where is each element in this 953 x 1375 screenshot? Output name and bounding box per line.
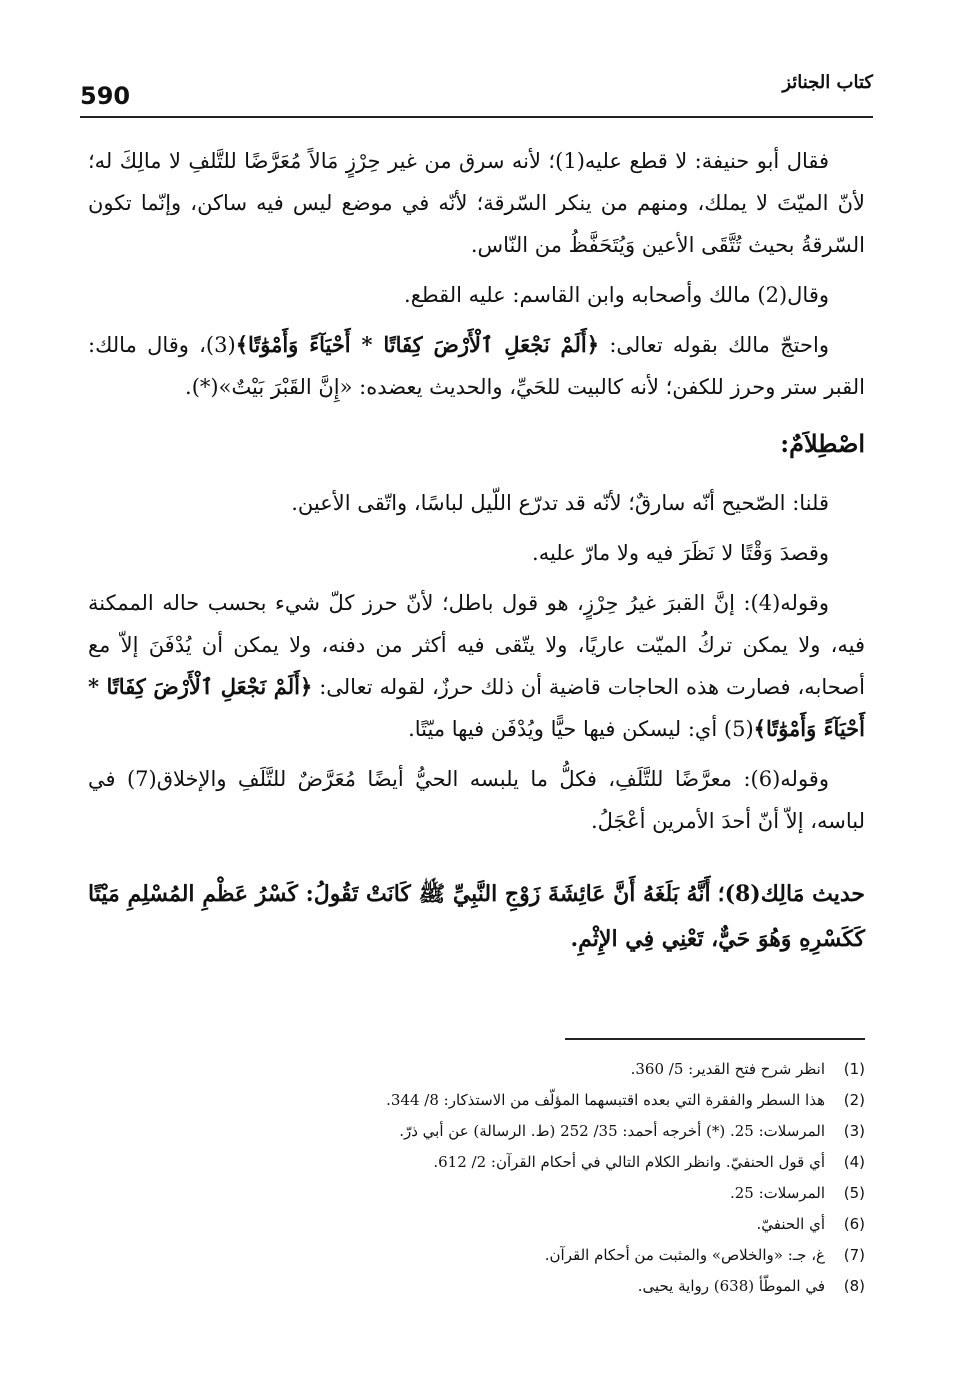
- hadith-label: حديث مَالِك(8)؛: [717, 881, 865, 907]
- paragraph-exposed-to-damage: وقوله(6): معرَّضًا للتَّلَفِ، فكلُّ ما يلبسه الحيُّ أيضًا مُعَرَّضٌ للتَّلَفِ والإخلاق(7) في لباسه، إلاّ أنّ أحدَ الأمرين أعْجَلُ.: [88, 767, 865, 833]
- footnote-number: (3): [843, 1122, 865, 1140]
- footnote-number: (2): [843, 1091, 865, 1109]
- paragraph-intent: وقصدَ وَقْتًا لا نَظَرَ فيه ولا مارّ عليه.: [532, 541, 829, 565]
- paragraph-malik-opinion: وقال(2) مالك وأصحابه وابن القاسم: عليه القطع.: [404, 283, 829, 307]
- footnote: [200, 1116, 865, 1147]
- footnote-number: (5): [843, 1184, 865, 1202]
- footnote: [200, 1178, 865, 1209]
- running-title: كتاب الجنائز: [782, 72, 873, 93]
- quran-verse-2: ﴿أَلَمْ نَجْعَلِ ٱلْأَرْضَ كِفَاتًا * أَحْيَآءً وَأَمْوَٰتًا﴾: [88, 674, 865, 741]
- page-number: 590: [80, 82, 131, 110]
- footnote-divider: [565, 1038, 865, 1040]
- footnote-text: هذا السطر والفقرة التي بعده اقتبسهما المؤلّف من الاستذكار: 8/ 344.: [386, 1091, 825, 1109]
- footnote: [200, 1147, 865, 1178]
- paragraph-reply: قلنا: الصّحيح أنّه سارقٌ؛ لأنّه قد تدرّع اللّيل لباسًا، واتّقى الأعين.: [291, 491, 829, 515]
- footnote-text: في الموطّأ (638) رواية يحيى.: [637, 1277, 825, 1295]
- grave-hirz-intro: وقوله(4): إنَّ القبرَ غيرُ حِرْزٍ، هو قول باطل؛ لأنّ حرز كلّ شيء بحسب حاله الممكنة فيه، ولا يمكن تركُ الميّت عاريًا، ولا يتّقى فيه أكثر من دفنه، ولا يمكن أن يُدْفَنَ إلاّ مع أصحابه، فصارت هذه الحاجات قاضية أن ذلك حرزٌ، لقوله تعالى:: [88, 591, 865, 699]
- argument-rest: (3)، وقال مالك: القبر ستر وحرز للكفن؛ لأنه كالبيت للحَيِّ، والحديث يعضده: «إِنَّ القَبْرَ بَيْتٌ»(*).: [88, 333, 865, 399]
- paragraph-abu-hanifa: فقال أبو حنيفة: لا قطع عليه(1)؛ لأنه سرق من غير حِرْزٍ مَالاً مُعَرَّضًا للتَّلفِ لا مالِكَ له؛ لأنّ الميّتَ لا يملك، ومنهم من ينكر السّرقة؛ لأنّه في موضع ليس فيه ساكن، وإنّما تكون السّرقةُ بحيث تُتَّقَى الأعين وَيُتَحَفَّظُ من النّاس.: [88, 149, 865, 257]
- main-text: [88, 140, 865, 970]
- footnote-text: غ، جـ: «والخلاص» والمثبت من أحكام القرآن.: [544, 1246, 825, 1264]
- footnote: [200, 1271, 865, 1302]
- section-heading: اصْطِلاَمٌ:: [780, 429, 865, 458]
- page-header: [80, 66, 873, 118]
- footnotes: [200, 1054, 865, 1302]
- quran-verse: ﴿أَلَمْ نَجْعَلِ ٱلْأَرْضَ كِفَاتًا * أَحْيَآءً وَأَمْوَٰتًا﴾: [235, 332, 600, 357]
- argument-intro: واحتجّ مالك بقوله تعالى:: [609, 333, 829, 357]
- footnote-number: (6): [843, 1215, 865, 1233]
- footnote: [200, 1085, 865, 1116]
- paragraph-grave-hirz: [88, 582, 865, 750]
- footnote-text: أي قول الحنفيّ. وانظر الكلام التالي في أحكام القرآن: 2/ 612.: [433, 1153, 825, 1171]
- footnote-text: المرسلات: 25. (*) أخرجه أحمد: 35/ 252 (ط. الرسالة) عن أبي ذرّ.: [399, 1122, 825, 1140]
- footnote: [200, 1209, 865, 1240]
- grave-hirz-rest: (5) أي: ليسكن فيها حيًّا ويُدْفَن فيها ميّتًا.: [408, 717, 754, 741]
- footnote: [200, 1054, 865, 1085]
- footnote-text: أي الحنفيّ.: [756, 1215, 825, 1233]
- hadith-paragraph: [88, 872, 865, 962]
- footnote-text: انظر شرح فتح القدير: 5/ 360.: [630, 1060, 825, 1078]
- paragraph-malik-argument: [88, 324, 865, 408]
- footnote-text: المرسلات: 25.: [729, 1184, 825, 1202]
- footnote-number: (1): [843, 1060, 865, 1078]
- footnote: [200, 1240, 865, 1271]
- hadith-text: أَنَّهُ بَلَغَهُ أَنَّ عَائِشَةَ زَوْجِ النَّبِيِّ ﷺ كَانَتْ تَقُولُ: كَسْرُ عَظْمِ المُسْلِمِ مَيْتًا كَكَسْرِهِ وَهُوَ حَيٌّ، تَعْنِي فِي الإِثْمِ.: [88, 881, 865, 952]
- footnote-number: (7): [843, 1246, 865, 1264]
- footnote-number: (8): [843, 1277, 865, 1295]
- footnote-number: (4): [843, 1153, 865, 1171]
